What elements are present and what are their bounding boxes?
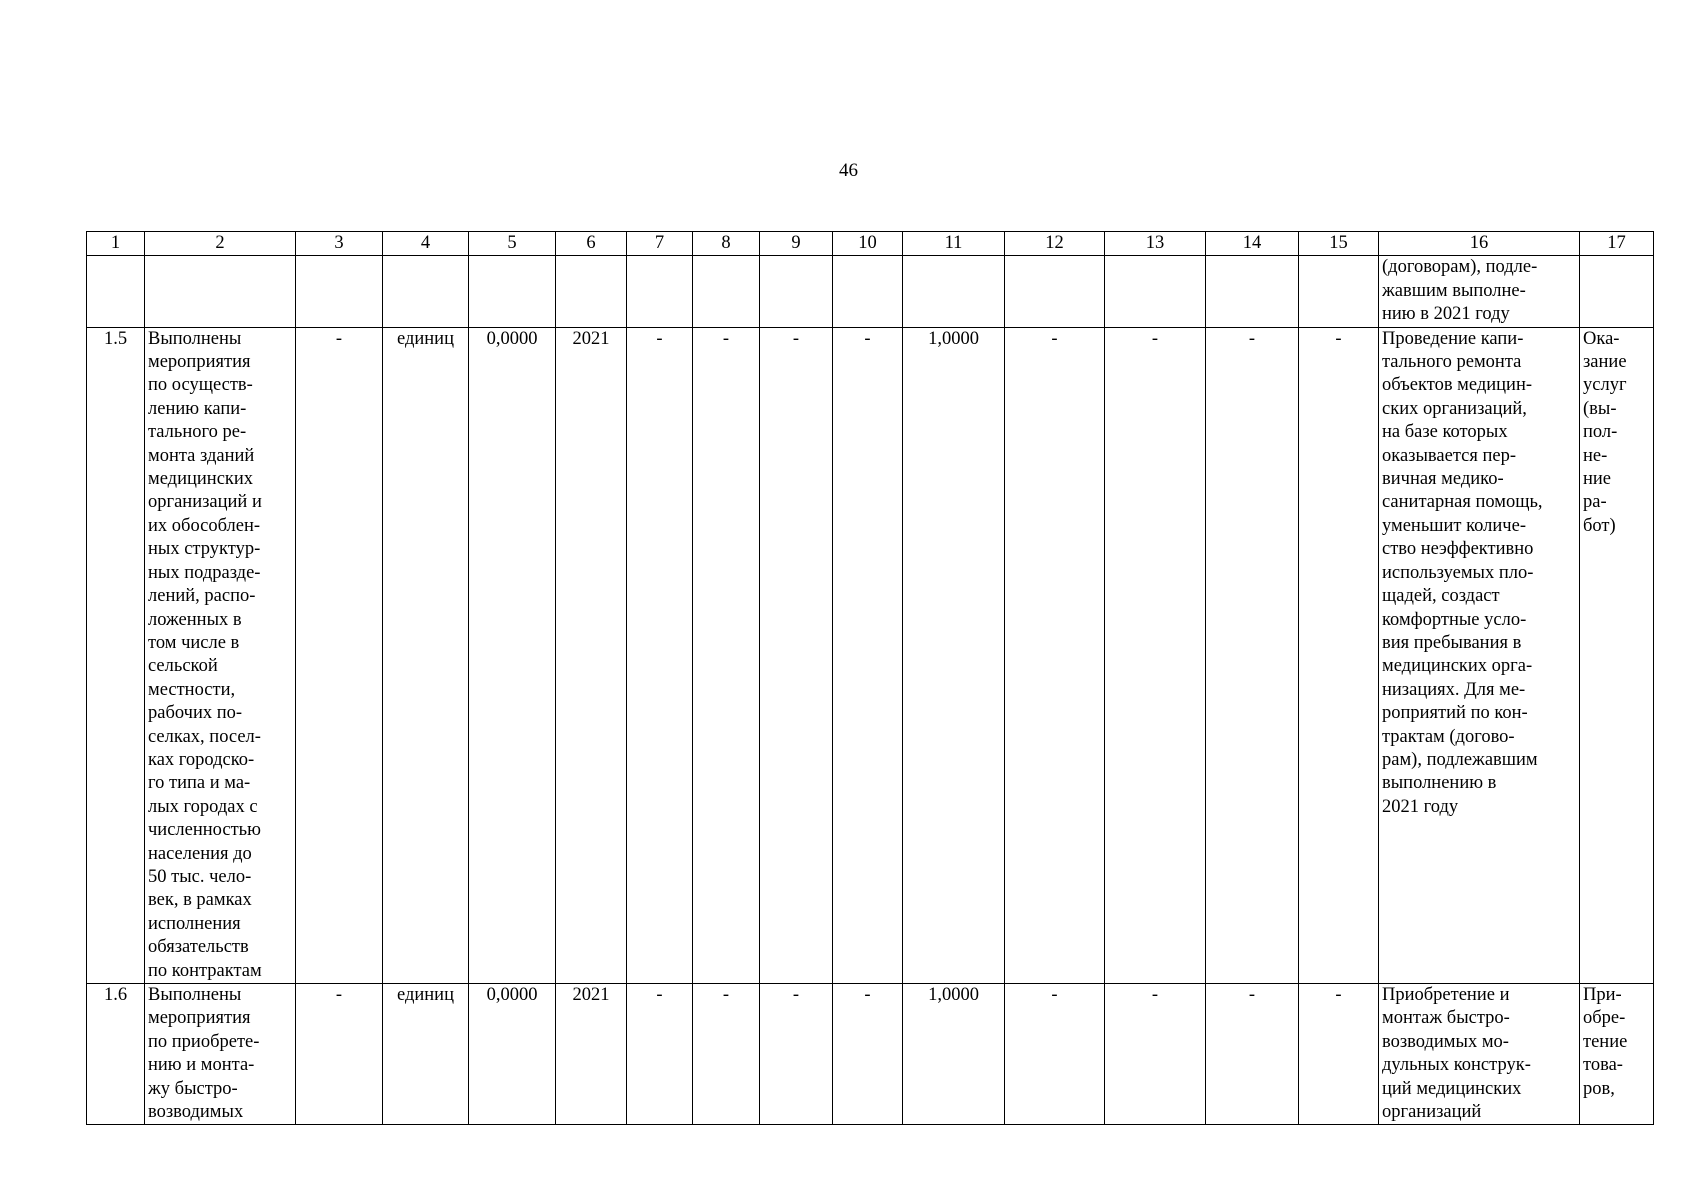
cell-base-year: 2021 [556, 984, 627, 1125]
table-cell: - [760, 327, 833, 983]
table-cell [296, 256, 383, 327]
cell-description: Выполнены мероприятия по приобрете- нию и монта- жу быстро- возводимых [145, 984, 296, 1125]
table-cell [383, 256, 469, 327]
cell-result: Приобретение и монтаж быстро- возводимых мо- дульных конструк- ций медицинских организаций [1379, 984, 1580, 1125]
column-header: 1 [87, 232, 145, 256]
column-header: 8 [693, 232, 760, 256]
cell-result: Проведение капи- тального ремонта объектов медицин- ских организаций, на базе которых оказывается пер- вичная медико- санитарная помощь, уменьшит количе- ство неэффективно используемых пло- щадей, создаст комфортные усло- вия пребывания в медицинских орга- низациях. Для ме- роприятий по кон- трактам (догово- рам), подлежавшим выполнению в 2021 году [1379, 327, 1580, 983]
table-cell [1299, 256, 1379, 327]
table-row [87, 984, 1654, 1125]
table-cell: - [1005, 984, 1105, 1125]
table-row [87, 256, 1654, 327]
column-header: 7 [627, 232, 693, 256]
table-cell [903, 256, 1005, 327]
table-cell [1005, 256, 1105, 327]
cell-type: Ока- зание услуг (вы- пол- не- ние ра- бот) [1580, 327, 1654, 983]
cell-type [1580, 256, 1654, 327]
column-header: 15 [1299, 232, 1379, 256]
table-cell: - [833, 984, 903, 1125]
column-header: 13 [1105, 232, 1206, 256]
table-cell [627, 256, 693, 327]
cell-base-value: 0,0000 [469, 984, 556, 1125]
page-number: 46 [839, 160, 858, 181]
column-header: 10 [833, 232, 903, 256]
cell-unit: единиц [383, 984, 469, 1125]
table-cell [833, 256, 903, 327]
column-header: 6 [556, 232, 627, 256]
cell-type: При- обре- тение това- ров, [1580, 984, 1654, 1125]
column-header: 4 [383, 232, 469, 256]
column-header: 3 [296, 232, 383, 256]
cell-value: 1,0000 [903, 327, 1005, 983]
table-cell [1105, 256, 1206, 327]
table-cell [693, 256, 760, 327]
column-header: 5 [469, 232, 556, 256]
column-header: 17 [1580, 232, 1654, 256]
table-cell: - [627, 327, 693, 983]
table-cell: - [1206, 327, 1299, 983]
cell-unit: единиц [383, 327, 469, 983]
cell-number [87, 256, 145, 327]
column-header: 9 [760, 232, 833, 256]
column-header: 14 [1206, 232, 1299, 256]
cell-result: (договорам), подле- жавшим выполне- нию в 2021 году [1379, 256, 1580, 327]
table-cell: - [1105, 984, 1206, 1125]
table-cell [556, 256, 627, 327]
table-cell: - [1206, 984, 1299, 1125]
cell-description: Выполнены мероприятия по осуществ- лению капи- тального ре- монта зданий медицинских организаций и их обособлен- ных структур- ных подразде- лений, распо- ложенных в том числе в сельской местности, рабочих по- селках, посел- ках городско- го типа и ма- лых городах с численностью населения до 50 тыс. чело- век, в рамках исполнения обязательств по контрактам [145, 327, 296, 983]
table-cell: - [1299, 984, 1379, 1125]
table-cell: - [693, 984, 760, 1125]
table-cell: - [627, 984, 693, 1125]
table-cell: - [296, 984, 383, 1125]
table-row [87, 327, 1654, 983]
cell-base-year: 2021 [556, 327, 627, 983]
table-cell: - [1105, 327, 1206, 983]
table-cell: - [693, 327, 760, 983]
column-header: 12 [1005, 232, 1105, 256]
table-cell: - [1005, 327, 1105, 983]
column-header: 16 [1379, 232, 1580, 256]
table-cell: - [1299, 327, 1379, 983]
cell-base-value: 0,0000 [469, 327, 556, 983]
table-cell: - [296, 327, 383, 983]
table-cell [1206, 256, 1299, 327]
cell-value: 1,0000 [903, 984, 1005, 1125]
column-header: 2 [145, 232, 296, 256]
table-cell [760, 256, 833, 327]
cell-number: 1.5 [87, 327, 145, 983]
table-header-row [87, 232, 1654, 256]
table-cell [469, 256, 556, 327]
column-header: 11 [903, 232, 1005, 256]
data-table [86, 231, 1654, 1125]
table-cell: - [833, 327, 903, 983]
table-cell: - [760, 984, 833, 1125]
cell-description [145, 256, 296, 327]
cell-number: 1.6 [87, 984, 145, 1125]
